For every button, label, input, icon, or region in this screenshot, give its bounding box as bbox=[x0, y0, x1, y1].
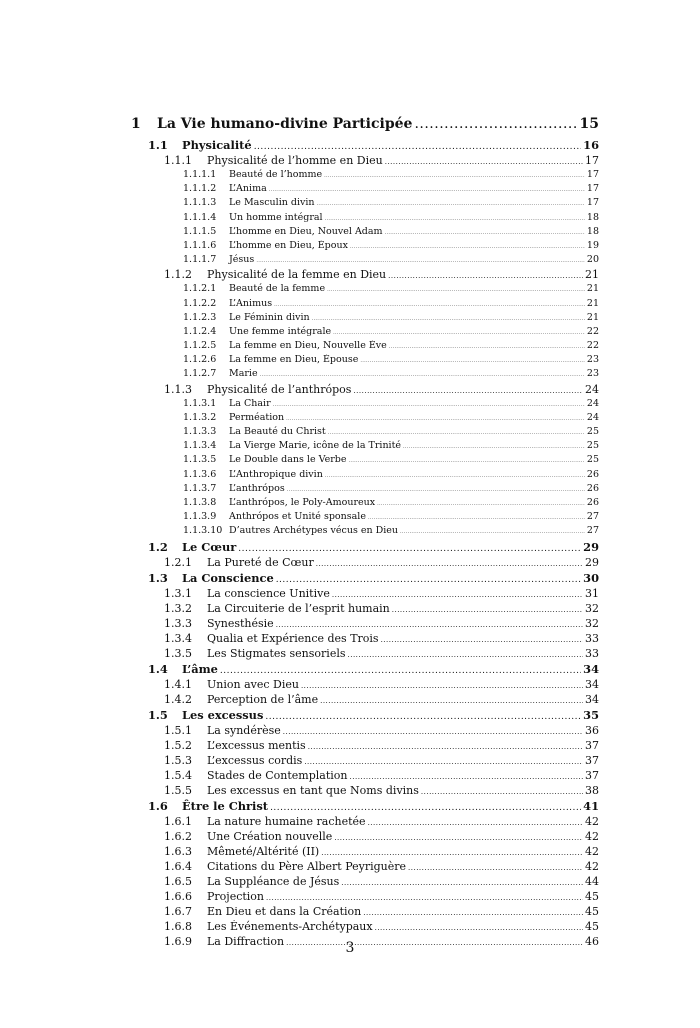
toc-entry-number: 1.2.1 bbox=[164, 555, 192, 569]
toc-entry-title: Une Création nouvelle bbox=[207, 829, 333, 843]
toc-entry-page: 45 bbox=[585, 889, 599, 903]
toc-entry-page: 24 bbox=[586, 397, 599, 409]
toc-entry-number: 1.1.1.1 bbox=[183, 169, 217, 180]
toc-entry-level-3[interactable] bbox=[131, 693, 599, 708]
dot-leader bbox=[385, 158, 583, 166]
toc-entry-number: 1.5.2 bbox=[164, 738, 192, 752]
toc-entry-number: 1.1.2.4 bbox=[183, 325, 217, 337]
toc-entry-title: Être le Christ bbox=[182, 798, 269, 813]
dot-leader bbox=[334, 834, 583, 842]
toc-entry-title: Projection bbox=[207, 889, 265, 903]
toc-entry-level-3[interactable] bbox=[131, 587, 599, 602]
toc-entry-number: 1.5.4 bbox=[164, 768, 192, 782]
toc-entry-level-2[interactable] bbox=[131, 138, 599, 154]
dot-leader bbox=[414, 116, 577, 132]
toc-entry-number: 1.6.6 bbox=[164, 889, 192, 903]
dot-leader bbox=[403, 444, 585, 450]
dot-leader bbox=[270, 803, 581, 813]
toc-entry-level-3[interactable] bbox=[131, 383, 599, 398]
toc-entry-number: 1.1.2.6 bbox=[183, 354, 217, 366]
dot-leader bbox=[350, 244, 585, 250]
toc-entry-level-2[interactable] bbox=[131, 799, 599, 815]
toc-entry-level-4[interactable] bbox=[131, 525, 599, 539]
dot-leader bbox=[408, 864, 583, 872]
dot-leader bbox=[324, 173, 585, 179]
toc-entry-title: Physicalité de la femme en Dieu bbox=[207, 268, 387, 282]
toc-entry-page: 42 bbox=[585, 814, 599, 828]
toc-entry-number: 1.1.2.1 bbox=[183, 283, 217, 295]
dot-leader bbox=[254, 142, 581, 152]
toc-entry-title: L’anthrópos, le Poly-Amoureux bbox=[229, 496, 376, 508]
toc-entry-title: Perméation bbox=[229, 411, 285, 423]
toc-entry-level-3[interactable] bbox=[131, 678, 599, 693]
toc-entry-title: L’Anthropique divin bbox=[229, 468, 323, 480]
toc-entry-number: 1.1.2.2 bbox=[183, 297, 217, 309]
toc-entry-page: 42 bbox=[585, 859, 599, 873]
dot-leader bbox=[312, 316, 585, 322]
toc-entry-number: 1.6.9 bbox=[164, 934, 192, 948]
toc-entry-level-4[interactable] bbox=[131, 511, 599, 525]
toc-entry-level-3[interactable] bbox=[131, 617, 599, 632]
toc-entry-title: Les Événements-Archétypaux bbox=[207, 919, 373, 933]
toc-entry-title: La Beauté du Christ bbox=[229, 426, 326, 437]
toc-entry-number: 1.1.1 bbox=[164, 154, 192, 167]
toc-entry-level-3[interactable] bbox=[131, 815, 599, 830]
dot-leader bbox=[266, 894, 583, 902]
toc-entry-number: 1.1.3.9 bbox=[183, 511, 217, 523]
toc-entry-number: 1.5.1 bbox=[164, 723, 192, 737]
dot-leader bbox=[321, 849, 583, 857]
toc-entry-level-3[interactable] bbox=[131, 845, 599, 860]
toc-entry-page: 25 bbox=[586, 440, 599, 452]
toc-entry-title: Stades de Contemplation bbox=[207, 768, 348, 782]
toc-entry-number: 1.3 bbox=[148, 570, 168, 585]
toc-entry-level-3[interactable] bbox=[131, 905, 599, 920]
dot-leader bbox=[375, 924, 583, 932]
dot-leader bbox=[333, 330, 585, 336]
toc-entry-level-4[interactable] bbox=[131, 254, 599, 268]
toc-entry-number: 1.6.5 bbox=[164, 874, 192, 888]
toc-entry-title: La conscience Unitive bbox=[207, 586, 330, 600]
toc-entry-title: Le Féminin divin bbox=[229, 311, 310, 323]
toc-entry-title: L’âme bbox=[182, 661, 218, 676]
toc-entry-number: 1.6.1 bbox=[164, 814, 192, 828]
toc-entry-level-4[interactable] bbox=[131, 497, 599, 511]
dot-leader bbox=[368, 515, 585, 521]
toc-entry-number: 1.1.3.7 bbox=[183, 482, 217, 494]
toc-entry-title: L’homme en Dieu, Nouvel Adam bbox=[229, 225, 383, 237]
toc-entry-number: 1.1.3.2 bbox=[183, 411, 217, 423]
toc-entry-level-4[interactable] bbox=[131, 183, 599, 197]
toc-entry-number: 1.1.1.6 bbox=[183, 239, 217, 251]
toc-entry-title: La femme en Dieu, Épouse bbox=[229, 354, 359, 366]
toc-entry-level-4[interactable] bbox=[131, 169, 599, 183]
toc-entry-number: 1.3.2 bbox=[164, 601, 192, 615]
toc-entry-number: 1.5.3 bbox=[164, 753, 192, 767]
toc-entry-number: 1.6.8 bbox=[164, 919, 192, 933]
toc-entry-number: 1.6.7 bbox=[164, 904, 192, 918]
toc-entry-title: L’homme en Dieu, Époux bbox=[229, 239, 348, 251]
dot-leader bbox=[320, 697, 583, 705]
toc-entry-number: 1.1.2.5 bbox=[183, 340, 217, 352]
toc-entry-page: 33 bbox=[585, 631, 599, 645]
toc-entry-level-3[interactable] bbox=[131, 739, 599, 754]
toc-entry-number: 1.6 bbox=[148, 798, 168, 813]
dot-leader bbox=[274, 302, 585, 308]
toc-entry-level-3[interactable] bbox=[131, 632, 599, 647]
toc-entry-number: 1.4 bbox=[148, 661, 168, 676]
dot-leader bbox=[256, 258, 585, 264]
toc-entry-level-2[interactable] bbox=[131, 540, 599, 556]
dot-leader bbox=[385, 230, 585, 236]
toc-entry-level-3[interactable] bbox=[131, 724, 599, 739]
toc-entry-number: 1.5.5 bbox=[164, 783, 192, 797]
toc-entry-page: 30 bbox=[583, 570, 599, 585]
dot-leader bbox=[377, 501, 585, 507]
toc-entry-number: 1.4.2 bbox=[164, 692, 192, 706]
toc-entry-level-3[interactable] bbox=[131, 754, 599, 769]
toc-entry-page: 22 bbox=[586, 325, 599, 337]
toc-entry-page: 21 bbox=[586, 311, 599, 323]
toc-entry-title: Anthrópos et Unité sponsale bbox=[229, 511, 366, 523]
dot-leader bbox=[276, 621, 583, 629]
toc-entry-number: 1.6.2 bbox=[164, 829, 192, 843]
toc-entry-page: 44 bbox=[585, 874, 599, 888]
dot-leader bbox=[350, 773, 583, 781]
toc-entry-level-4[interactable] bbox=[131, 212, 599, 226]
toc-entry-level-3[interactable] bbox=[131, 830, 599, 845]
toc-entry-level-4[interactable] bbox=[131, 483, 599, 497]
dot-leader bbox=[421, 788, 583, 796]
toc-entry-page: 34 bbox=[583, 661, 599, 676]
toc-entry-page: 18 bbox=[586, 225, 599, 237]
dot-leader bbox=[265, 712, 581, 722]
toc-entry-number: 1.6.3 bbox=[164, 844, 192, 858]
toc-entry-number: 1.3.3 bbox=[164, 616, 192, 630]
toc-entry-title: Beauté de la femme bbox=[229, 283, 326, 295]
dot-leader bbox=[368, 819, 583, 827]
toc-entry-title: L’excessus cordis bbox=[207, 753, 303, 767]
dot-leader bbox=[389, 344, 585, 350]
toc-entry-title: Physicalité bbox=[182, 138, 252, 152]
dot-leader bbox=[276, 575, 581, 585]
dot-leader bbox=[328, 430, 585, 436]
toc-entry-page: 21 bbox=[586, 283, 599, 295]
toc-entry-page: 41 bbox=[583, 798, 599, 813]
toc-entry-page: 16 bbox=[583, 138, 599, 152]
dot-leader bbox=[348, 458, 584, 464]
toc-entry-title: L’Anima bbox=[229, 183, 267, 195]
dot-leader bbox=[363, 909, 583, 917]
toc-entry-number: 1.1.1.4 bbox=[183, 211, 217, 223]
toc-entry-level-4[interactable] bbox=[131, 340, 599, 354]
toc-entry-page: 45 bbox=[585, 919, 599, 933]
dot-leader bbox=[283, 728, 583, 736]
dot-leader bbox=[308, 743, 583, 751]
dot-leader bbox=[360, 358, 585, 364]
toc-entry-level-4[interactable] bbox=[131, 197, 599, 211]
toc-entry-level-4[interactable] bbox=[131, 226, 599, 240]
toc-entry-title: Le Double dans le Verbe bbox=[229, 454, 347, 466]
toc-entry-page: 37 bbox=[585, 753, 599, 767]
toc-entry-level-3[interactable] bbox=[131, 875, 599, 890]
toc-entry-title: Qualia et Expérience des Trois bbox=[207, 631, 379, 645]
toc-entry-number: 1.1.1.3 bbox=[183, 197, 217, 209]
toc-entry-page: 21 bbox=[585, 268, 599, 282]
toc-entry-page: 17 bbox=[586, 197, 599, 209]
toc-entry-page: 17 bbox=[586, 183, 599, 195]
toc-entry-title: Le Cœur bbox=[182, 539, 237, 554]
toc-entry-title: La Suppléance de Jésus bbox=[207, 874, 340, 888]
toc-entry-level-3[interactable] bbox=[131, 769, 599, 784]
dot-leader bbox=[301, 682, 583, 690]
dot-leader bbox=[381, 636, 583, 644]
toc-entry-page: 27 bbox=[586, 511, 599, 523]
dot-leader bbox=[341, 879, 583, 887]
toc-entry-title: Union avec Dieu bbox=[207, 677, 299, 691]
toc-entry-level-2[interactable] bbox=[131, 662, 599, 678]
dot-leader bbox=[287, 487, 585, 493]
toc-entry-number: 1.1.3.6 bbox=[183, 468, 217, 480]
toc-entry-title: Un homme intégral bbox=[229, 211, 323, 223]
toc-entry-level-3[interactable] bbox=[131, 860, 599, 875]
toc-entry-page: 26 bbox=[586, 482, 599, 494]
toc-entry-level-4[interactable] bbox=[131, 426, 599, 440]
dot-leader bbox=[388, 272, 583, 280]
dot-leader bbox=[316, 560, 583, 568]
toc-entry-level-4[interactable] bbox=[131, 298, 599, 312]
toc-entry-level-3[interactable] bbox=[131, 268, 599, 283]
toc-entry-page: 32 bbox=[585, 616, 599, 630]
toc-entry-title: Citations du Père Albert Peyriguère bbox=[207, 859, 407, 873]
toc-entry-level-3[interactable] bbox=[131, 154, 599, 169]
toc-entry-title: La femme en Dieu, Nouvelle Ève bbox=[229, 340, 387, 352]
toc-entry-page: 17 bbox=[586, 169, 599, 180]
toc-entry-number: 1.1.3.5 bbox=[183, 454, 217, 466]
toc-entry-title: La Diffraction bbox=[207, 934, 285, 948]
toc-entry-level-4[interactable] bbox=[131, 326, 599, 340]
toc-entry-number: 1.1.1.7 bbox=[183, 254, 217, 266]
toc-entry-level-4[interactable] bbox=[131, 440, 599, 454]
toc-entry-page: 26 bbox=[586, 468, 599, 480]
toc-entry-page: 32 bbox=[585, 601, 599, 615]
toc-entry-level-3[interactable] bbox=[131, 784, 599, 799]
toc-entry-level-3[interactable] bbox=[131, 920, 599, 935]
toc-entry-level-4[interactable] bbox=[131, 312, 599, 326]
dot-leader bbox=[353, 387, 583, 395]
dot-leader bbox=[400, 529, 585, 535]
toc-entry-number: 1.1 bbox=[148, 138, 168, 152]
toc-entry-number: 1.1.1.5 bbox=[183, 225, 217, 237]
toc-entry-title: La Pureté de Cœur bbox=[207, 555, 314, 569]
toc-entry-page: 25 bbox=[586, 426, 599, 437]
toc-entry-page: 29 bbox=[585, 555, 599, 569]
toc-entry-number: 1.1.3.3 bbox=[183, 426, 217, 437]
toc-entry-title: La Circuiterie de l’esprit humain bbox=[207, 601, 390, 615]
toc-entry-number: 1.1.3.8 bbox=[183, 496, 217, 508]
toc-entry-page: 19 bbox=[586, 239, 599, 251]
toc-entry-number: 1.5 bbox=[148, 707, 168, 722]
dot-leader bbox=[238, 544, 581, 554]
page-number: 3 bbox=[345, 940, 355, 956]
dot-leader bbox=[286, 416, 585, 422]
toc-entry-title: Jésus bbox=[229, 254, 255, 266]
toc-entry-level-4[interactable] bbox=[131, 412, 599, 426]
toc-entry-title: La nature humaine rachetée bbox=[207, 814, 366, 828]
toc-entry-title: Les excessus en tant que Noms divins bbox=[207, 783, 419, 797]
toc-entry-number: 1.1.3.1 bbox=[183, 397, 217, 409]
toc-entry-title: La Vie humano-divine Participée bbox=[157, 116, 413, 132]
dot-leader bbox=[325, 216, 585, 222]
toc-entry-page: 17 bbox=[585, 154, 599, 167]
toc-entry-page: 34 bbox=[585, 677, 599, 691]
toc-entry-level-3[interactable] bbox=[131, 602, 599, 617]
toc-entry-page: 25 bbox=[586, 454, 599, 466]
toc-entry-title: La Chair bbox=[229, 397, 271, 409]
toc-entry-title: Une femme intégrale bbox=[229, 325, 332, 337]
toc-entry-page: 38 bbox=[585, 783, 599, 797]
toc-entry-page: 29 bbox=[583, 539, 599, 554]
toc-entry-title: Les Stigmates sensoriels bbox=[207, 646, 346, 660]
toc-entry-title: L’Animus bbox=[229, 297, 273, 309]
toc-entry-page: 22 bbox=[586, 340, 599, 352]
toc-entry-level-3[interactable] bbox=[131, 890, 599, 905]
toc-entry-title: L’anthrópos bbox=[229, 482, 285, 494]
toc-entry-title: Le Masculin divin bbox=[229, 197, 315, 209]
toc-entry-title: Les excessus bbox=[182, 707, 264, 722]
toc-entry-page: 23 bbox=[586, 368, 599, 380]
toc-entry-level-1[interactable] bbox=[131, 116, 599, 138]
toc-entry-level-3[interactable] bbox=[131, 647, 599, 662]
toc-entry-page: 21 bbox=[586, 297, 599, 309]
toc-entry-title: Synesthésie bbox=[207, 616, 274, 630]
toc-entry-title: L’excessus mentis bbox=[207, 738, 306, 752]
toc-entry-title: Beauté de l’homme bbox=[229, 169, 323, 180]
toc-entry-title: La Conscience bbox=[182, 570, 274, 585]
dot-leader bbox=[304, 758, 583, 766]
dot-leader bbox=[325, 473, 585, 479]
toc-entry-page: 18 bbox=[586, 211, 599, 223]
toc-entry-page: 35 bbox=[583, 707, 599, 722]
toc-entry-level-4[interactable] bbox=[131, 354, 599, 368]
toc-entry-level-4[interactable] bbox=[131, 368, 599, 382]
toc-entry-title: Physicalité de l’anthrópos bbox=[207, 382, 352, 396]
toc-entry-level-4[interactable] bbox=[131, 283, 599, 297]
toc-entry-title: La syndérèse bbox=[207, 723, 281, 737]
toc-entry-number: 1.1.3.4 bbox=[183, 440, 217, 452]
dot-leader bbox=[317, 201, 585, 207]
toc-entry-number: 1.1.2 bbox=[164, 268, 192, 282]
toc-entry-page: 24 bbox=[585, 382, 599, 396]
toc-entry-level-4[interactable] bbox=[131, 469, 599, 483]
toc-entry-level-4[interactable] bbox=[131, 454, 599, 468]
toc-entry-page: 15 bbox=[579, 116, 599, 132]
table-of-contents bbox=[131, 116, 599, 950]
toc-entry-title: Marie bbox=[229, 368, 258, 380]
toc-entry-page: 37 bbox=[585, 738, 599, 752]
toc-entry-level-4[interactable] bbox=[131, 240, 599, 254]
toc-entry-page: 42 bbox=[585, 829, 599, 843]
toc-entry-number: 1.4.1 bbox=[164, 677, 192, 691]
dot-leader bbox=[348, 651, 584, 659]
toc-entry-page: 20 bbox=[586, 254, 599, 266]
toc-entry-number: 1.2 bbox=[148, 539, 168, 554]
toc-entry-title: Perception de l’âme bbox=[207, 692, 319, 706]
toc-entry-page: 33 bbox=[585, 646, 599, 660]
toc-entry-number: 1.3.5 bbox=[164, 646, 192, 660]
toc-entry-title: En Dieu et dans la Création bbox=[207, 904, 362, 918]
dot-leader bbox=[332, 591, 583, 599]
dot-leader bbox=[220, 666, 581, 676]
toc-entry-page: 23 bbox=[586, 354, 599, 366]
toc-entry-title: D’autres Archétypes vécus en Dieu bbox=[229, 525, 399, 537]
toc-entry-number: 1 bbox=[131, 116, 141, 132]
toc-entry-number: 1.1.2.3 bbox=[183, 311, 217, 323]
toc-entry-level-2[interactable] bbox=[131, 708, 599, 724]
toc-entry-page: 24 bbox=[586, 411, 599, 423]
toc-entry-page: 42 bbox=[585, 844, 599, 858]
toc-entry-page: 45 bbox=[585, 904, 599, 918]
toc-entry-number: 1.1.2.7 bbox=[183, 368, 217, 380]
toc-entry-level-3[interactable] bbox=[131, 556, 599, 571]
toc-entry-number: 1.6.4 bbox=[164, 859, 192, 873]
toc-entry-number: 1.1.1.2 bbox=[183, 183, 217, 195]
toc-entry-page: 26 bbox=[586, 496, 599, 508]
toc-entry-page: 37 bbox=[585, 768, 599, 782]
toc-entry-title: Physicalité de l’homme en Dieu bbox=[207, 154, 383, 167]
toc-entry-number: 1.3.1 bbox=[164, 586, 192, 600]
toc-entry-title: La Vierge Marie, icône de la Trinité bbox=[229, 440, 402, 452]
dot-leader bbox=[260, 372, 585, 378]
dot-leader bbox=[273, 402, 585, 408]
toc-entry-level-2[interactable] bbox=[131, 571, 599, 587]
toc-entry-page: 27 bbox=[586, 525, 599, 537]
toc-entry-number: 1.1.3.10 bbox=[183, 525, 223, 537]
toc-entry-number: 1.1.3 bbox=[164, 382, 192, 396]
toc-entry-title: Mêmeté/Altérité (II) bbox=[207, 844, 320, 858]
toc-entry-number: 1.3.4 bbox=[164, 631, 192, 645]
dot-leader bbox=[269, 187, 585, 193]
toc-entry-page: 46 bbox=[585, 934, 599, 948]
dot-leader bbox=[327, 287, 585, 293]
toc-entry-level-4[interactable] bbox=[131, 398, 599, 412]
toc-entry-page: 34 bbox=[585, 692, 599, 706]
dot-leader bbox=[392, 606, 583, 614]
toc-entry-page: 36 bbox=[585, 723, 599, 737]
toc-entry-page: 31 bbox=[585, 586, 599, 600]
